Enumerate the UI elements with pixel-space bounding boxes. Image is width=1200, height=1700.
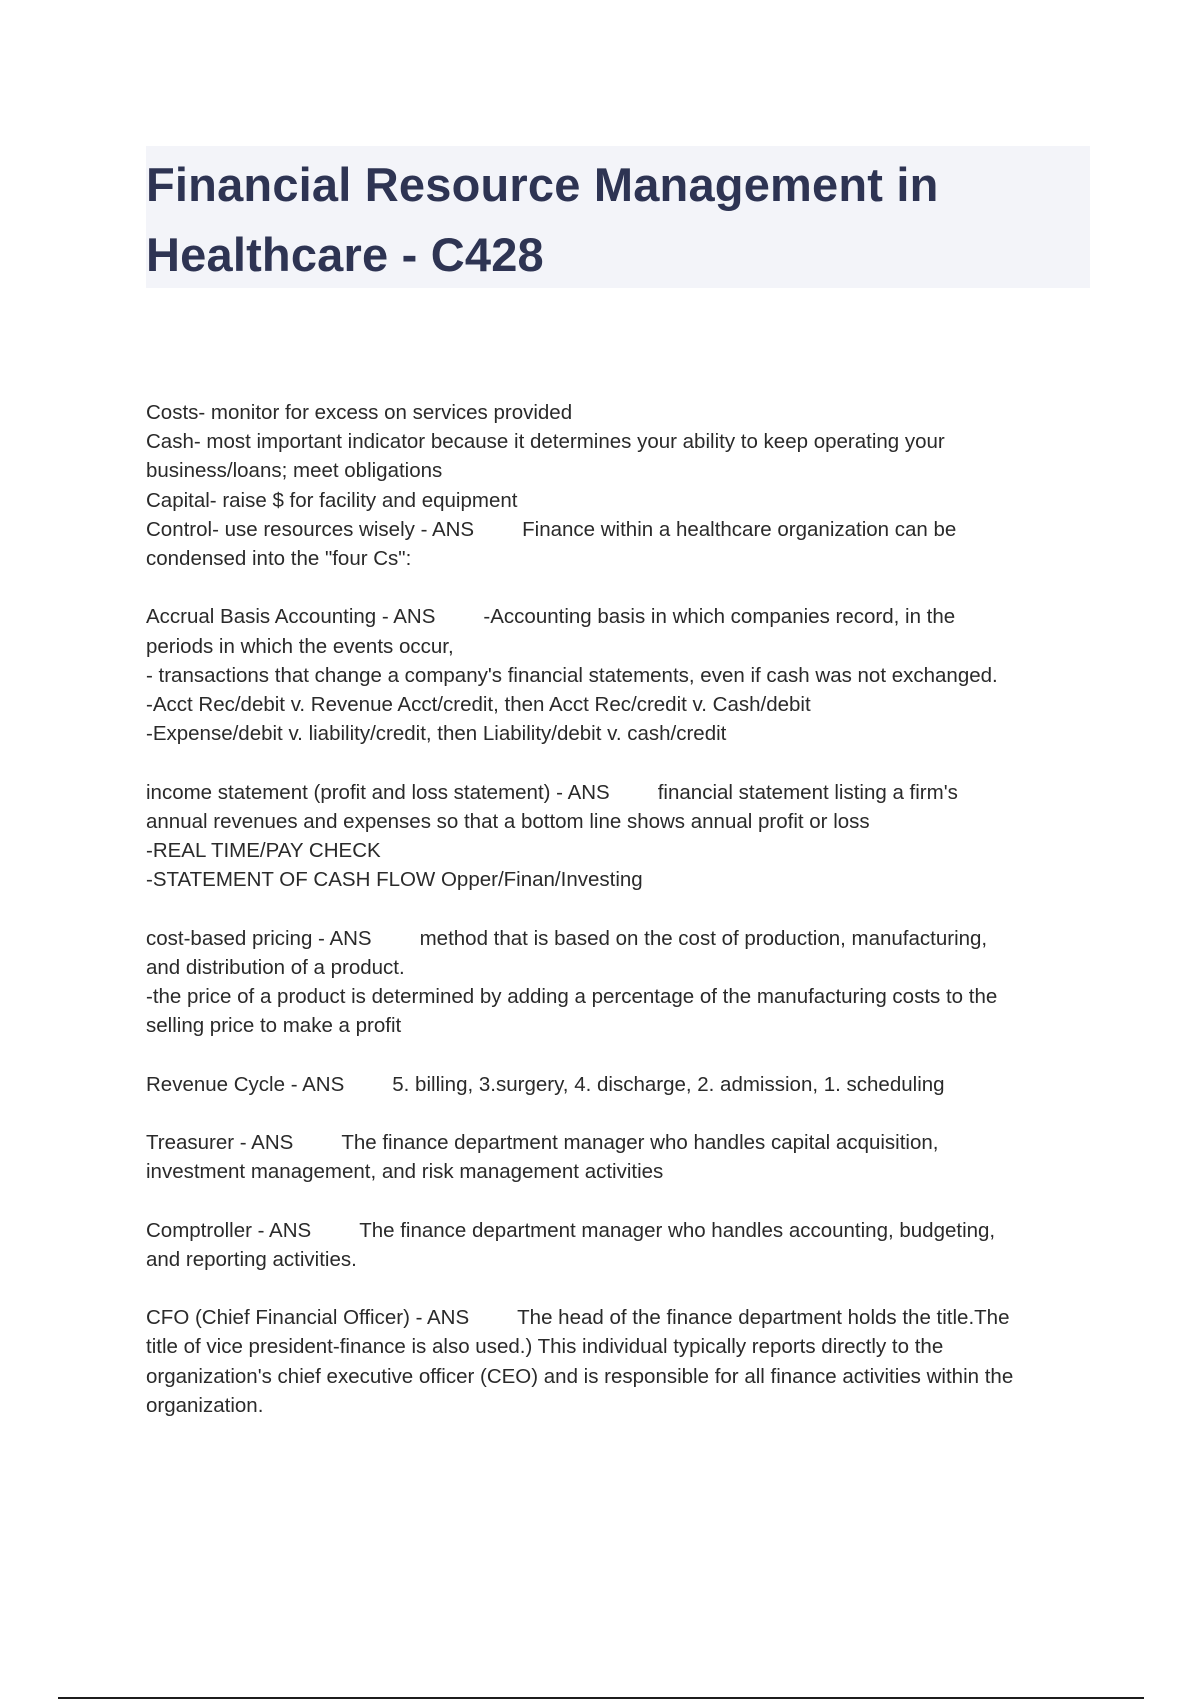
entry-line: and reporting activities.: [146, 1247, 357, 1271]
entry-line: condensed into the "four Cs":: [146, 547, 412, 571]
entry-line: [146, 1070, 1106, 1099]
flashcard-entry: [146, 398, 1106, 573]
entry-line: annual revenues and expenses so that a bottom line shows annual profit or loss: [146, 809, 870, 833]
flashcard-entry: [146, 778, 1106, 895]
entry-line: [146, 778, 1106, 807]
entry-line: periods in which the events occur,: [146, 634, 454, 658]
entry-line: [146, 515, 1106, 544]
term-label: cost-based pricing - ANS: [146, 926, 372, 950]
term-label: Comptroller - ANS: [146, 1218, 312, 1242]
title-line-2: Healthcare - C428: [146, 228, 544, 281]
page-bottom-rule: [58, 1697, 1144, 1699]
term-label: income statement (profit and loss statement) - ANS: [146, 780, 610, 804]
flashcard-entry: [146, 1216, 1106, 1274]
entry-line: -REAL TIME/PAY CHECK: [146, 839, 381, 863]
entry-line: Costs- monitor for excess on services provided: [146, 401, 573, 424]
answer-text: The finance department manager who handles capital acquisition,: [341, 1131, 939, 1154]
entry-line: [146, 602, 1106, 631]
entry-line: Cash- most important indicator because it determines your ability to keep operating your: [146, 430, 945, 454]
answer-text: method that is based on the cost of production, manufacturing,: [419, 926, 988, 950]
term-label: CFO (Chief Financial Officer) - ANS: [146, 1306, 470, 1330]
entry-line: Capital- raise $ for facility and equipment: [146, 488, 518, 512]
answer-text: financial statement listing a firm's: [657, 780, 958, 804]
answer-text: 5. billing, 3.surgery, 4. discharge, 2. admission, 1. scheduling: [392, 1072, 945, 1096]
entry-line: title of vice president-finance is also used.) This individual typically reports directly to the: [146, 1335, 944, 1359]
entry-line: -STATEMENT OF CASH FLOW Opper/Finan/Investing: [146, 868, 643, 892]
entry-line: [146, 924, 1106, 953]
answer-text: The finance department manager who handles accounting, budgeting,: [359, 1218, 996, 1242]
flashcard-entry: [146, 924, 1106, 1041]
title-line-1: Financial Resource Management in: [146, 158, 939, 211]
entry-line: selling price to make a profit: [146, 1014, 402, 1038]
flashcard-entry: [146, 1070, 1106, 1099]
term-label: Treasurer - ANS: [146, 1131, 294, 1154]
entry-line: [146, 1303, 1106, 1332]
term-label: Control- use resources wisely - ANS: [146, 517, 475, 541]
term-label: Revenue Cycle - ANS: [146, 1072, 345, 1096]
entry-line: -the price of a product is determined by adding a percentage of the manufacturing costs to the: [146, 985, 998, 1009]
flashcard-entry: [146, 602, 1106, 748]
flashcard-entry: [146, 1128, 1106, 1186]
entry-line: -Expense/debit v. liability/credit, then Liability/debit v. cash/credit: [146, 722, 727, 746]
term-label: Accrual Basis Accounting - ANS: [146, 605, 436, 629]
answer-text: -Accounting basis in which companies record, in the: [483, 605, 956, 629]
entry-line: investment management, and risk management activities: [146, 1160, 664, 1184]
entry-line: organization's chief executive officer (CEO) and is responsible for all finance activities within the: [146, 1364, 1014, 1388]
entry-line: and distribution of a product.: [146, 955, 405, 979]
flashcard-entry: [146, 1303, 1106, 1420]
entry-line: [146, 1216, 1106, 1245]
answer-text: Finance within a healthcare organization can be: [522, 517, 957, 541]
entry-line: business/loans; meet obligations: [146, 459, 443, 483]
entry-line: organization.: [146, 1393, 264, 1417]
document-title: [146, 150, 939, 290]
title-banner: [146, 146, 1090, 288]
flashcard-list: [146, 398, 1106, 1449]
entry-line: [146, 1128, 1106, 1157]
entry-line: -Acct Rec/debit v. Revenue Acct/credit, then Acct Rec/credit v. Cash/debit: [146, 693, 811, 717]
answer-text: The head of the finance department holds the title.The: [517, 1306, 1010, 1330]
entry-line: - transactions that change a company's financial statements, even if cash was not exchanged.: [146, 663, 998, 687]
